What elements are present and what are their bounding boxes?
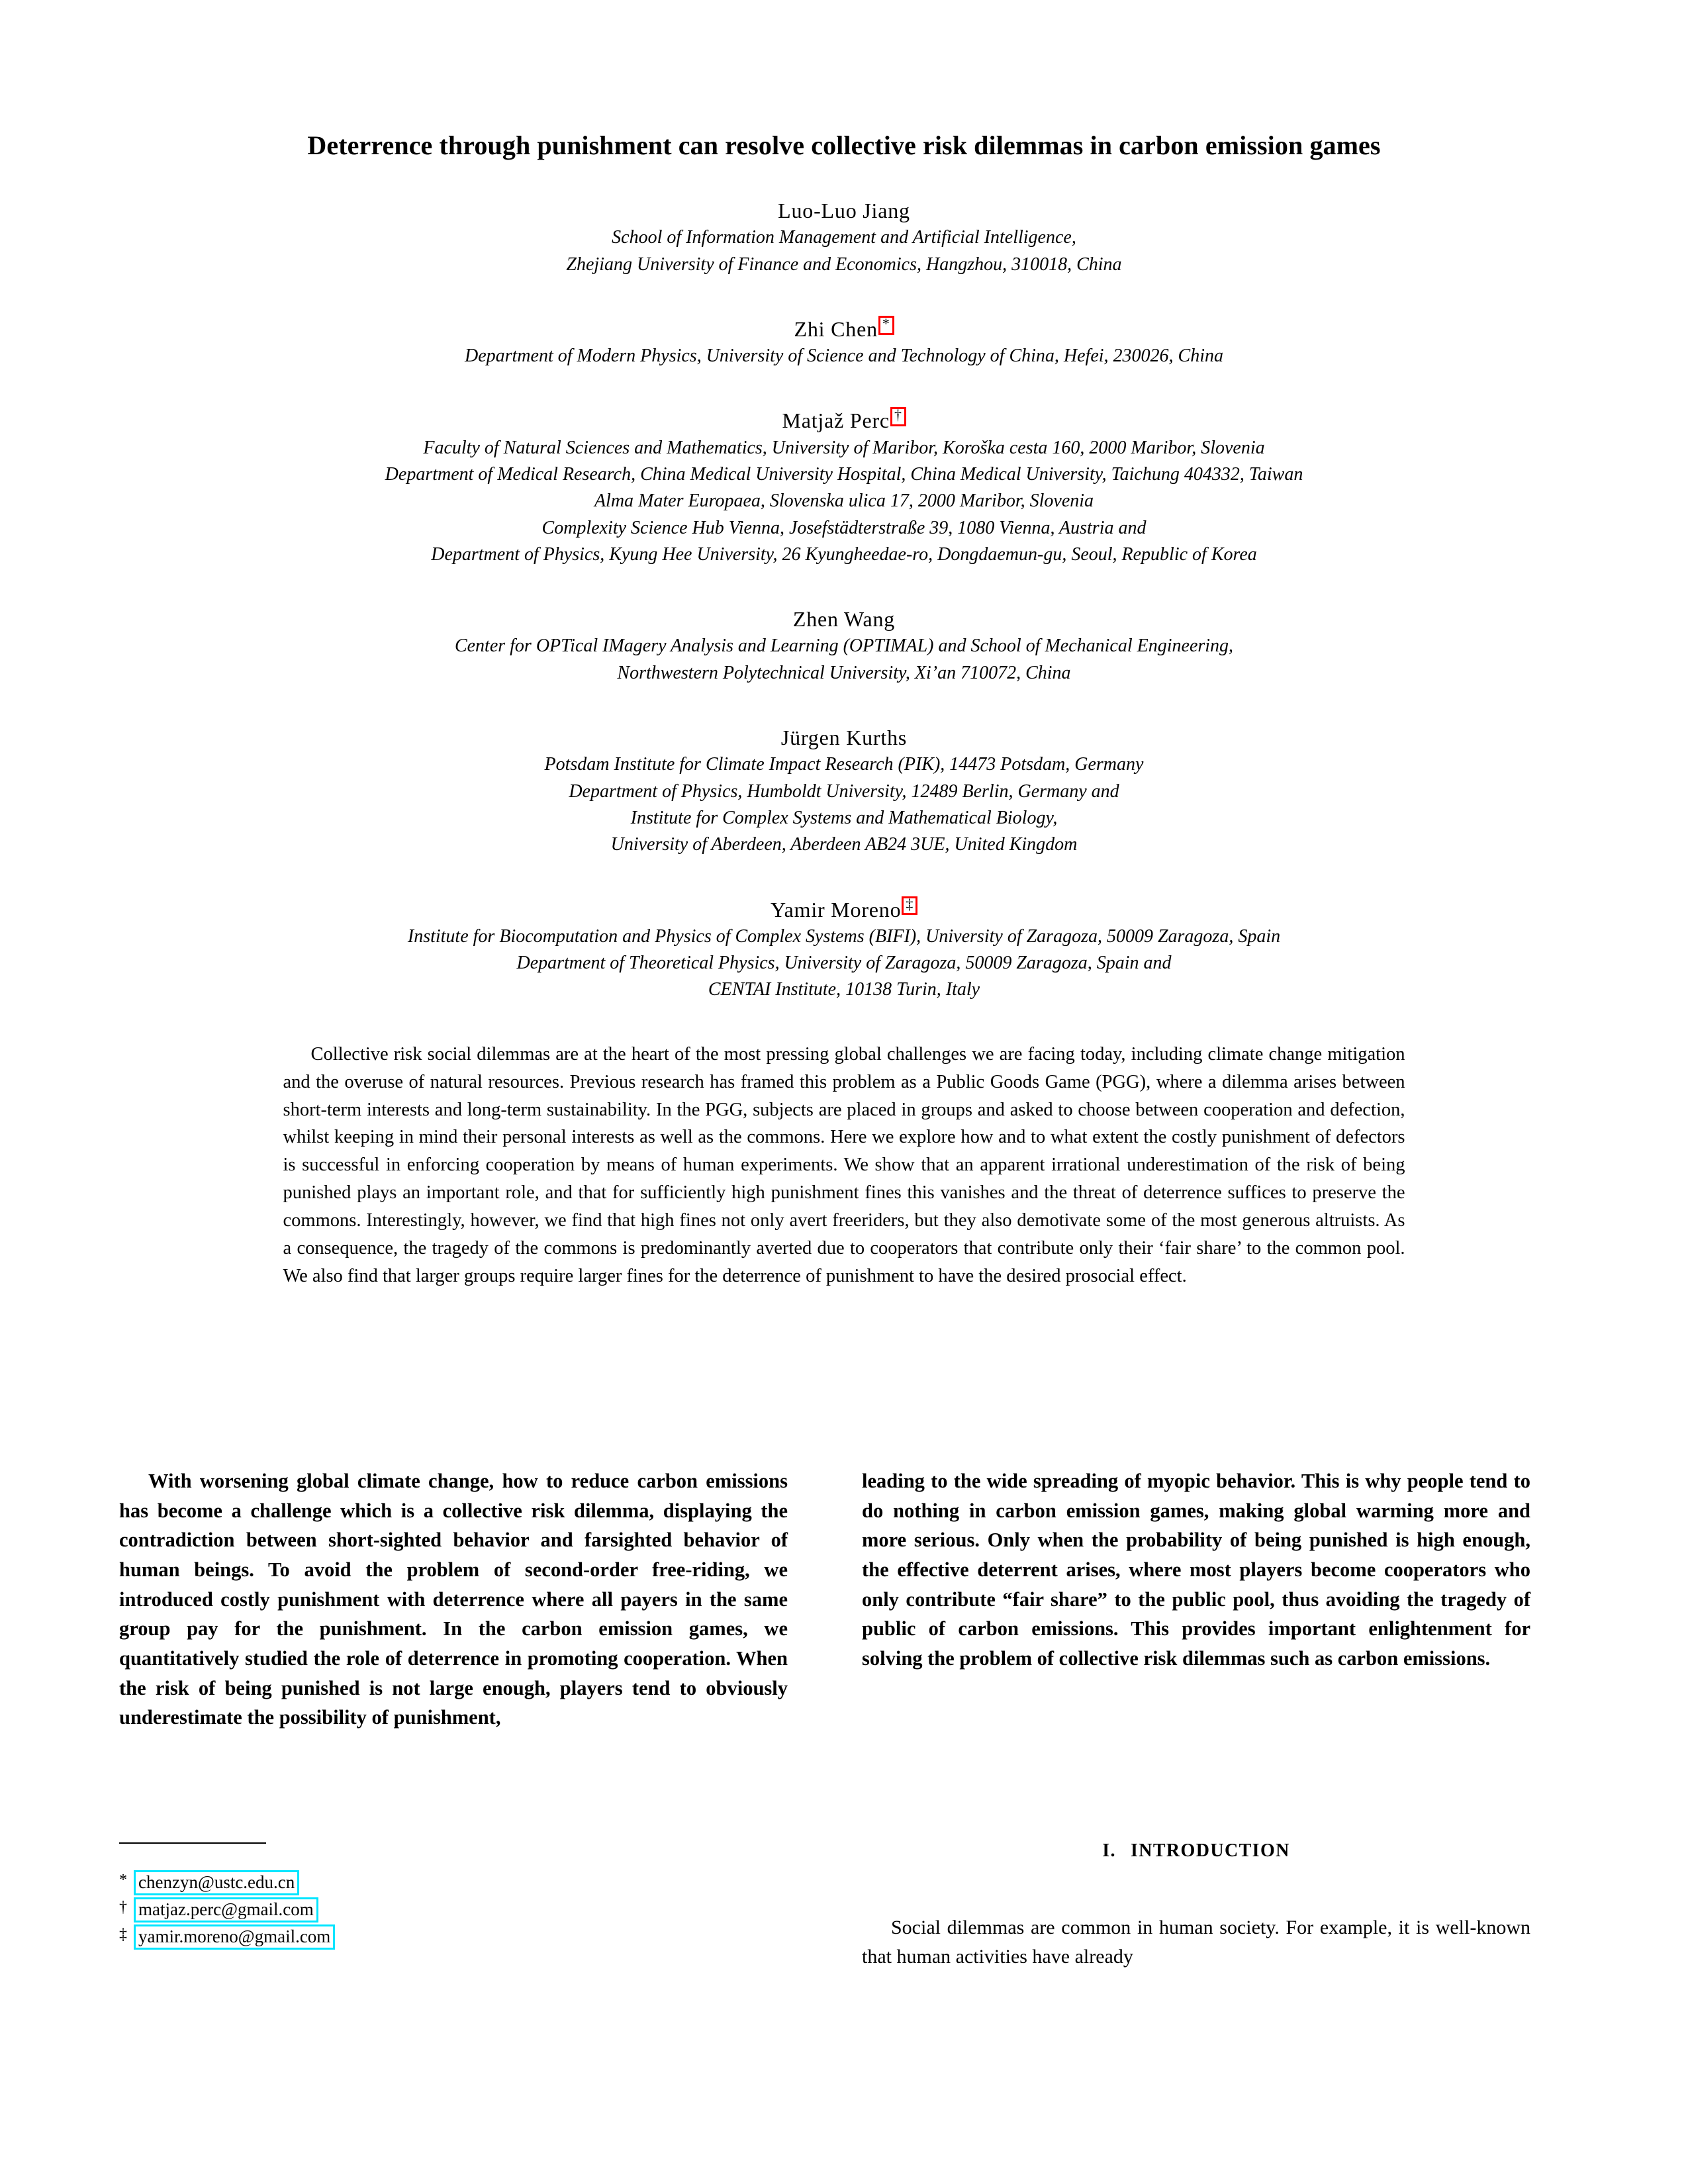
affiliation-line: Alma Mater Europaea, Slovenska ulica 17, 2000 Maribor, Slovenia	[594, 491, 1094, 512]
footnote-separator-rule	[119, 1842, 266, 1844]
affiliation-line: Northwestern Polytechnical University, Xi’an 710072, China	[617, 662, 1071, 683]
author-block-chen	[0, 315, 1688, 370]
footnote-item	[119, 1897, 788, 1924]
affiliation-line: Potsdam Institute for Climate Impact Research (PIK), 14473 Potsdam, Germany	[544, 754, 1144, 775]
affiliation-line: Zhejiang University of Finance and Economics, Hangzhou, 310018, China	[566, 254, 1122, 275]
footnote-marker-asterisk[interactable]: *	[878, 316, 894, 335]
affiliation-line: Department of Theoretical Physics, University of Zaragoza, 50009 Zaragoza, Spain and	[516, 953, 1172, 974]
footnote-marker-dagger[interactable]: †	[890, 407, 906, 426]
affiliation-line: Department of Modern Physics, University of Science and Technology of China, Hefei, 230026, China	[464, 346, 1223, 367]
author-name	[0, 724, 1688, 751]
author-block-wang	[0, 605, 1688, 687]
introduction-first-paragraph: Social dilemmas are common in human society. For example, it is well-known that human activities have already	[862, 1917, 1530, 1968]
author-name-text: Matjaž Perc	[782, 408, 890, 433]
author-name-text: Luo-Luo Jiang	[778, 199, 910, 222]
section-number: I.	[1102, 1840, 1116, 1861]
affiliation-line: Faculty of Natural Sciences and Mathematics, University of Maribor, Koroška cesta 160, 2000 Maribor, Slovenia	[423, 437, 1265, 458]
column-left	[119, 1466, 788, 1733]
author-name-text: Zhen Wang	[792, 607, 896, 632]
affiliation-line: CENTAI Institute, 10138 Turin, Italy	[708, 979, 980, 1000]
author-block-kurths	[0, 724, 1688, 858]
affiliation-line: Department of Medical Research, China Medical University Hospital, China Medical University, Taichung 404332, Taiwan	[385, 463, 1303, 485]
author-list	[0, 197, 1688, 1004]
affiliation-line: Department of Physics, Kyung Hee University, 26 Kyungheedae-ro, Dongdaemun-gu, Seoul, Republic of Korea	[431, 544, 1257, 565]
lead-paragraph-right: leading to the wide spreading of myopic behavior. This is why people tend to do nothing in carbon emission games, making global warming more and more serious. Only when the probability of being punished is high enough, the effective deterrent arises, where most players become cooperators who only contribute “fair share” to the public pool, thus avoiding the tragedy of public of carbon emissions. This provides important enlightenment for solving the problem of collective risk dilemmas such as carbon emissions.	[862, 1470, 1530, 1670]
email-link-chen[interactable]: chenzyn@ustc.edu.cn	[134, 1870, 299, 1895]
author-name-text: Zhi Chen	[794, 316, 878, 341]
abstract-text: Collective risk social dilemmas are at the heart of the most pressing global challenges we are facing today, including climate change mitigation and the overuse of natural resources. Previous research has framed this problem as a Public Goods Game (PGG), where a dilemma arises between short-term interests and long-term sustainability. In the PGG, subjects are placed in groups and asked to choose between cooperation and defection, whilst keeping in mind their personal interests as well as the commons. Here we explore how and to what extent the costly punishment of defectors is successful in enforcing cooperation by means of human experiments. We show that an apparent irrational underestimation of the risk of being punished plays an important role, and that for sufficiently high punishment fines this vanishes and the threat of deterrence suffices to preserve the commons. Interestingly, however, we find that high fines not only avert freeriders, but they also demotivate some of the most generous altruists. As a consequence, the tragedy of the commons is predominantly averted due to cooperators that contribute only their ‘fair share’ to the common pool. We also find that larger groups require larger fines for the deterrence of punishment to have the desired prosocial effect.	[283, 1043, 1405, 1286]
author-block-jiang	[0, 197, 1688, 278]
section-title: INTRODUCTION	[1130, 1840, 1290, 1861]
abstract	[283, 1041, 1405, 1290]
footnote-zone	[119, 1842, 788, 1952]
author-name	[0, 406, 1688, 434]
footnote-symbol-doubledagger: ‡	[119, 1926, 127, 1943]
affiliation-line: Institute for Complex Systems and Mathematical Biology,	[630, 807, 1058, 828]
section-heading-introduction	[862, 1840, 1530, 1862]
affiliation-line: Complexity Science Hub Vienna, Josefstädterstraße 39, 1080 Vienna, Austria and	[541, 517, 1147, 538]
footnote-symbol-dagger: †	[119, 1899, 127, 1916]
body-columns	[0, 1466, 1688, 2184]
affiliation-line: University of Aberdeen, Aberdeen AB24 3UE, United Kingdom	[610, 834, 1078, 855]
affiliation-line: Institute for Biocomputation and Physics of Complex Systems (BIFI), University of Zaragoza, 50009 Zaragoza, Spain	[407, 926, 1281, 947]
author-name	[0, 197, 1688, 224]
email-link-perc[interactable]: matjaz.perc@gmail.com	[134, 1897, 318, 1923]
footnote-marker-doubledagger[interactable]: ‡	[902, 896, 917, 916]
introduction-section	[862, 1840, 1530, 1971]
title-block	[0, 0, 1688, 162]
column-right	[862, 1466, 1530, 1674]
footnote-symbol-asterisk: *	[119, 1872, 127, 1889]
footnote-item	[119, 1924, 788, 1952]
affiliation-line: Center for OPTical IMagery Analysis and Learning (OPTIMAL) and School of Mechanical Engineering,	[454, 636, 1234, 657]
author-name-text: Jürgen Kurths	[780, 726, 908, 750]
author-name-text: Yamir Moreno	[770, 897, 902, 922]
author-block-perc	[0, 406, 1688, 568]
footnote-item	[119, 1870, 788, 1897]
affiliation-line: School of Information Management and Artificial Intelligence,	[612, 227, 1076, 248]
affiliation-line: Department of Physics, Humboldt University, 12489 Berlin, Germany and	[569, 781, 1119, 802]
author-name	[0, 605, 1688, 633]
author-name	[0, 315, 1688, 343]
author-block-moreno	[0, 896, 1688, 1004]
author-name	[0, 896, 1688, 924]
page-title: Deterrence through punishment can resolve collective risk dilemmas in carbon emission games	[307, 130, 1381, 160]
email-link-moreno[interactable]: yamir.moreno@gmail.com	[134, 1924, 335, 1950]
lead-paragraph-left: With worsening global climate change, how to reduce carbon emissions has become a challenge which is a collective risk dilemma, displaying the contradiction between short-sighted behavior and farsighted behavior of human beings. To avoid the problem of second-order free-riding, we introduced costly punishment with deterrence where all payers in the same group pay for the punishment. In the carbon emission games, we quantitatively studied the role of deterrence in promoting cooperation. When the risk of being punished is not large enough, players tend to obviously underestimate the possibility of punishment,	[119, 1470, 788, 1729]
